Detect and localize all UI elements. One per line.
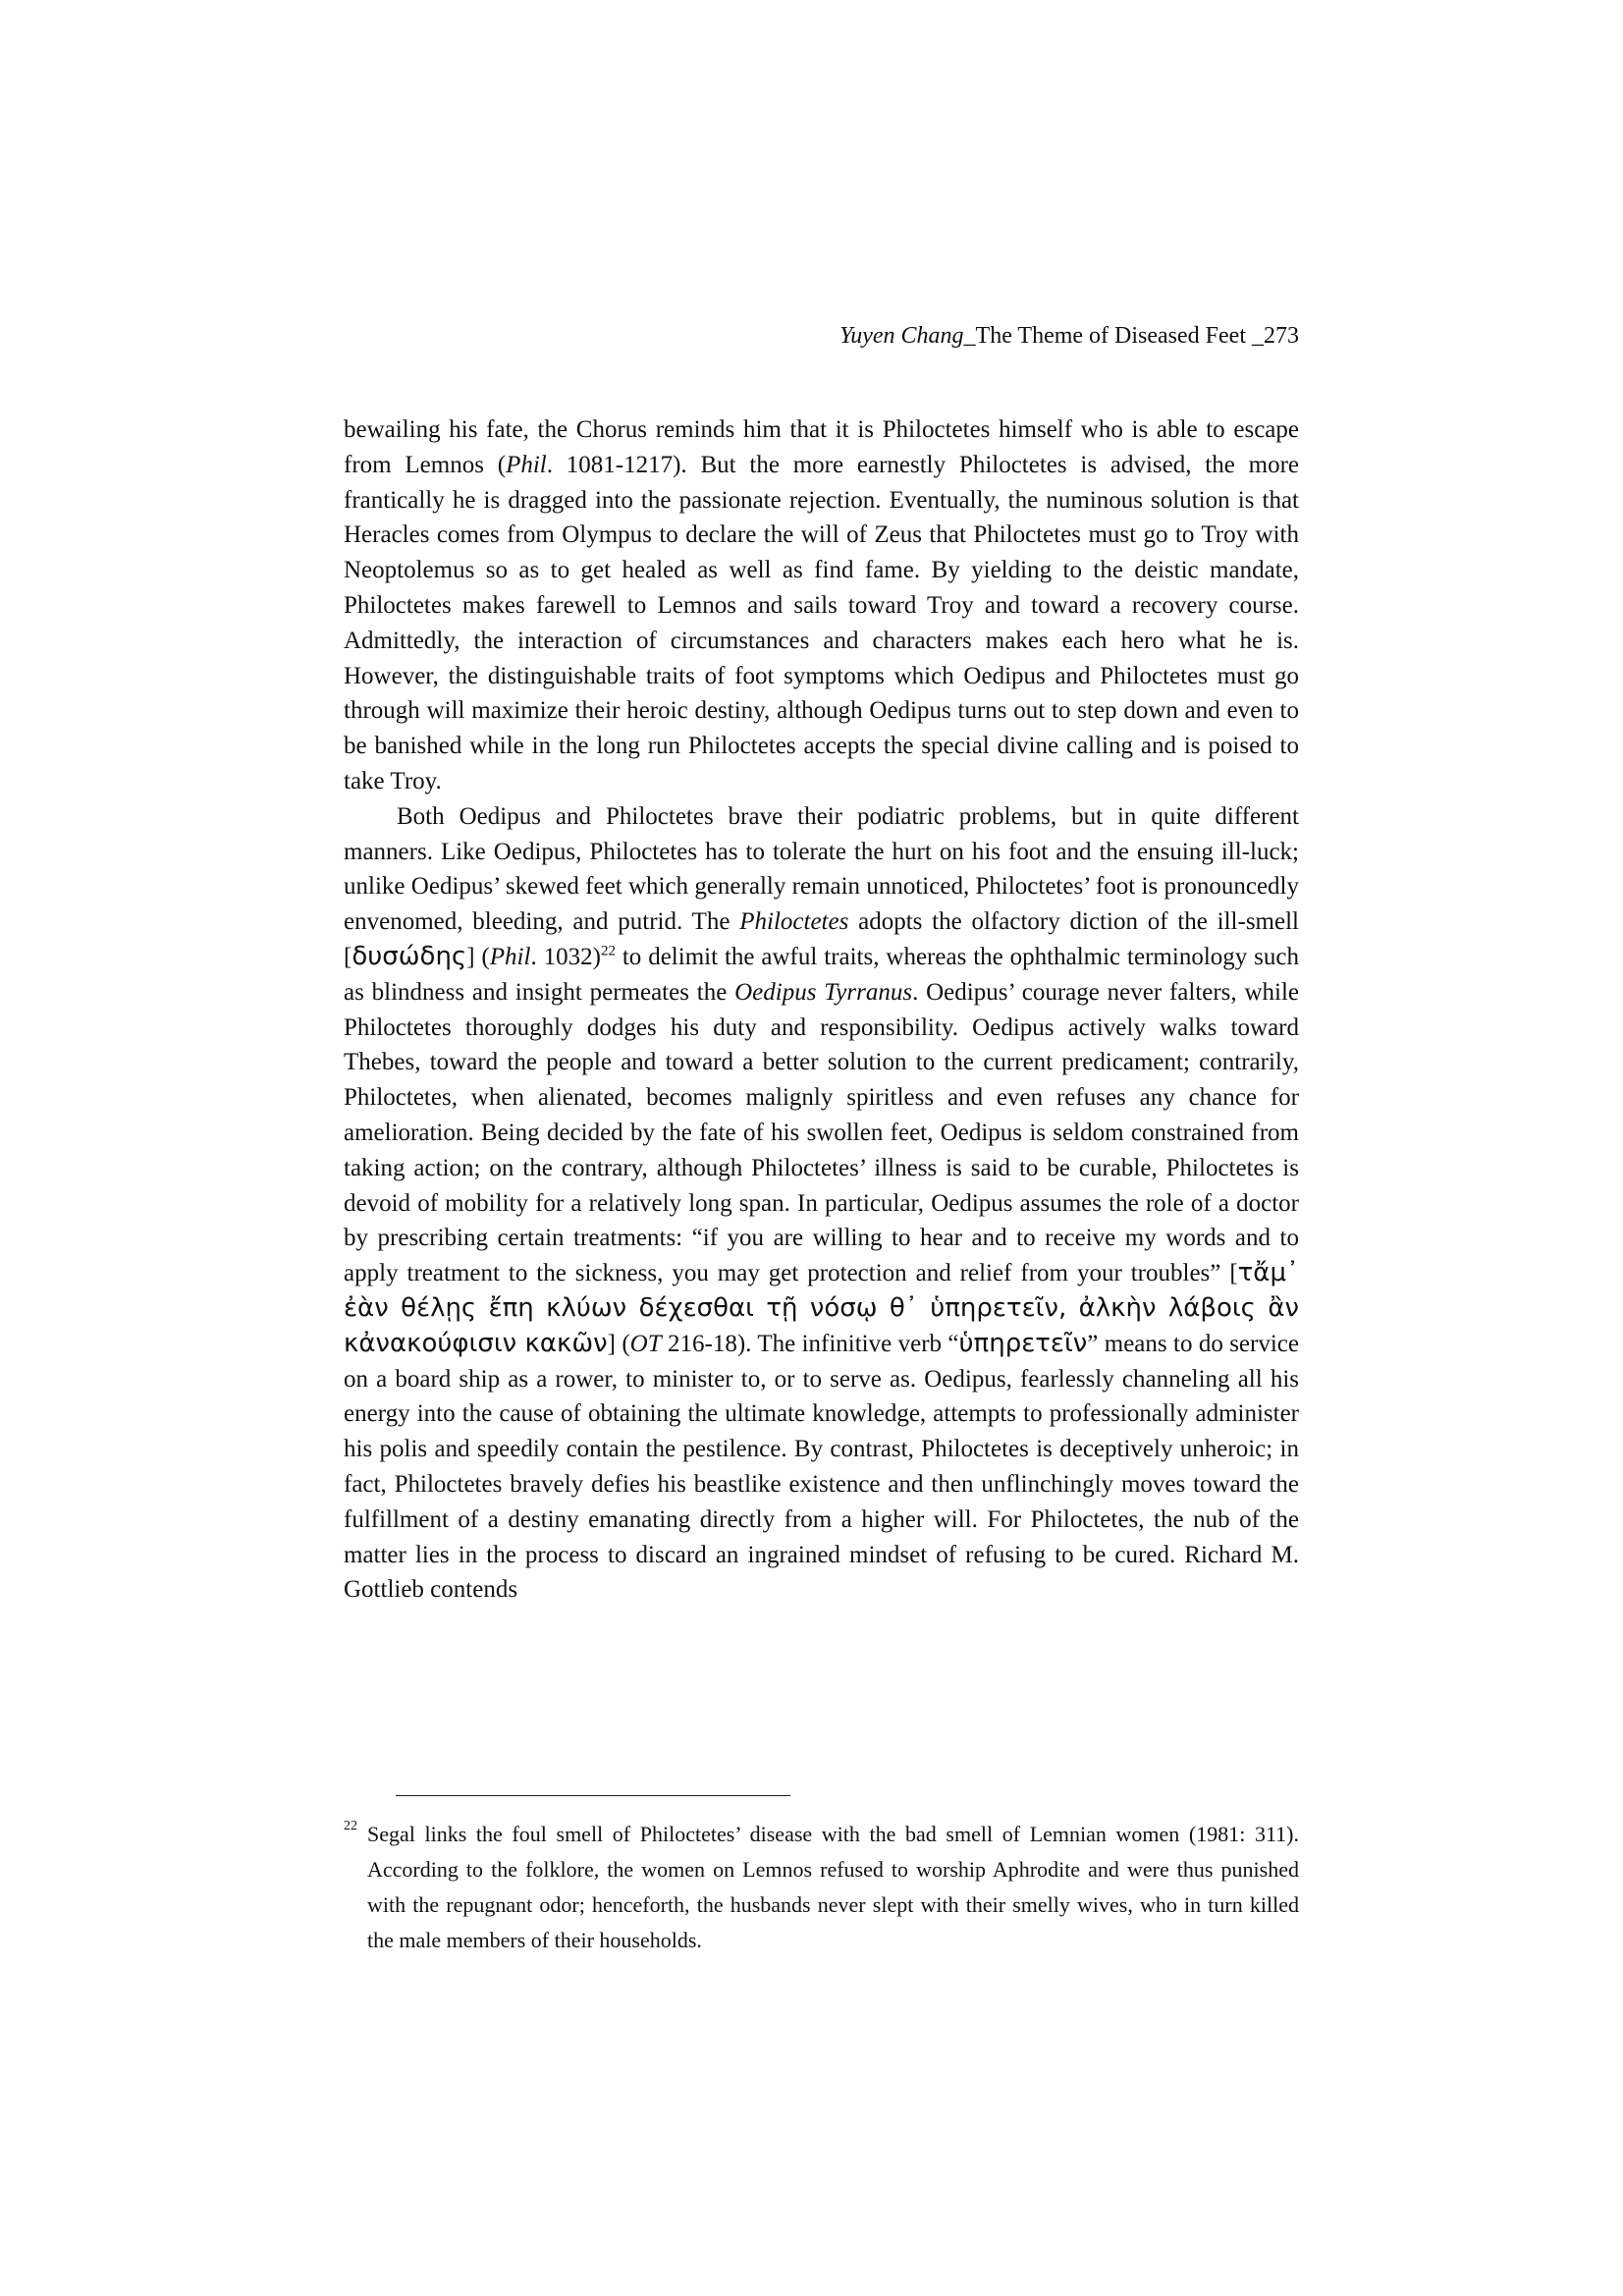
text-run: adopts the olfactory diction of the ill-smell [	[344, 908, 1299, 970]
text-run: ] (	[466, 943, 490, 970]
text-run: ] (	[607, 1330, 630, 1357]
paragraph-2	[344, 799, 1299, 1608]
greek-term: δυσώδης	[352, 941, 467, 971]
text-run: . Oedipus’ courage never falters, while Philoctetes thoroughly dodges his duty and responsibility. Oedipus actively walks toward Thebes, toward the people and toward a better solution to the current predicament; contrarily, Philoctetes, when alienated, becomes malignly spiritless and even refuses any chance for amelioration. Being decided by the fate of his swollen feet, Oedipus is seldom constrained from taking action; on the contrary, although Philoctetes’ illness is said to be curable, Philoctetes is devoid of mobility for a relatively long span. In particular, Oedipus assumes the role of a doctor by prescribing certain treatments: “if you are willing to hear and to receive my words and to apply treatment to the sickness, you may get protection and relief from your troubles” [	[344, 978, 1300, 1287]
footnote-divider	[396, 1795, 790, 1796]
body-text	[344, 412, 1299, 1608]
italic-citation: Phil	[506, 451, 547, 478]
greek-quotation: τἄμ᾽ ἐὰν θέλῃς ἔπη κλύων δέχεσθαι τῇ νόσῳ θ᾽ ὑπηρετεῖν, ἀλκὴν λάβοις ἂν κἀνακούφισιν κακῶν	[344, 1258, 1299, 1358]
italic-citation: Phil	[489, 943, 531, 970]
text-run: bewailing his fate, the Chorus reminds him that it is Philoctetes himself who is able to escape from Lemnos (	[344, 416, 1299, 478]
footnote-reference[interactable]: 22	[600, 943, 616, 959]
text-run: ” means to do service on a board ship as a rower, to minister to, or to serve as. Oedipus, fearlessly channeling all his energy into the cause of obtaining the ultimate knowledge, attempts to professionally administer his polis and speedily contain the pestilence. By contrast, Philoctetes is deceptively unheroic; in fact, Philoctetes bravely defies his beastlike existence and then unflinchingly moves toward the fulfillment of a destiny emanating directly from a higher will. For Philoctetes, the nub of the matter lies in the process to discard an ingrained mindset of refusing to be cured. Richard M. Gottlieb contends	[344, 1330, 1299, 1604]
text-run: to delimit the awful traits, whereas the ophthalmic terminology such as blindness and insight permeates the	[344, 943, 1300, 1006]
greek-term: ὑπηρετεῖν	[958, 1328, 1088, 1358]
text-run: Both Oedipus and Philoctetes brave their podiatric problems, but in quite different manners. Like Oedipus, Philoctetes has to tolerate the hurt on his foot and the ensuing ill-luck; unlike Oedipus’ skewed feet which generally remain unnoticed, Philoctetes’ foot is pronouncedly envenomed, bleeding, and putrid. The	[344, 802, 1299, 936]
text-run: 216-18). The infinitive verb “	[661, 1330, 959, 1357]
footnote-text: Segal links the foul smell of Philoctetes’ disease with the bad smell of Lemnian women (1981: 311). According to the folklore, the women on Lemnos refused to worship Aphrodite and were thus punished with the repugnant odor; henceforth, the husbands never slept with their smelly wives, who in turn killed the male members of their households.	[367, 1822, 1299, 1952]
text-run: . 1032)	[530, 943, 601, 970]
paragraph-1	[344, 412, 1299, 799]
italic-citation: OT	[629, 1330, 662, 1357]
running-head-title: _The Theme of Diseased Feet _273	[963, 323, 1299, 349]
text-run: . 1081-1217). But the more earnestly Philoctetes is advised, the more frantically he is dragged into the passionate rejection. Eventually, the numinous solution is that Heracles comes from Olympus to declare the will of Zeus that Philoctetes must go to Troy with Neoptolemus so as to get healed as well as find fame. By yielding to the deistic mandate, Philoctetes makes farewell to Lemnos and sails toward Troy and toward a recovery course. Admittedly, the interaction of circumstances and characters makes each hero what he is. However, the distinguishable traits of foot symptoms which Oedipus and Philoctetes must go through will maximize their heroic destiny, although Oedipus turns out to step down and even to be banished while in the long run Philoctetes accepts the special divine calling and is poised to take Troy.	[344, 451, 1299, 794]
running-head-author: Yuyen Chang	[839, 323, 964, 349]
italic-title: Philoctetes	[739, 908, 849, 936]
italic-title: Oedipus Tyrranus	[734, 978, 913, 1006]
running-head	[839, 320, 1299, 352]
footnote-22: 22 Segal links the foul smell of Philoctetes’ disease with the bad smell of Lemnian women (1981: 311). According to the folklore, the women on Lemnos refused to worship Aphrodite and were thus punished with the repugnant odor; henceforth, the husbands never slept with their smelly wives, who in turn killed the male members of their households.	[344, 1819, 1299, 1952]
